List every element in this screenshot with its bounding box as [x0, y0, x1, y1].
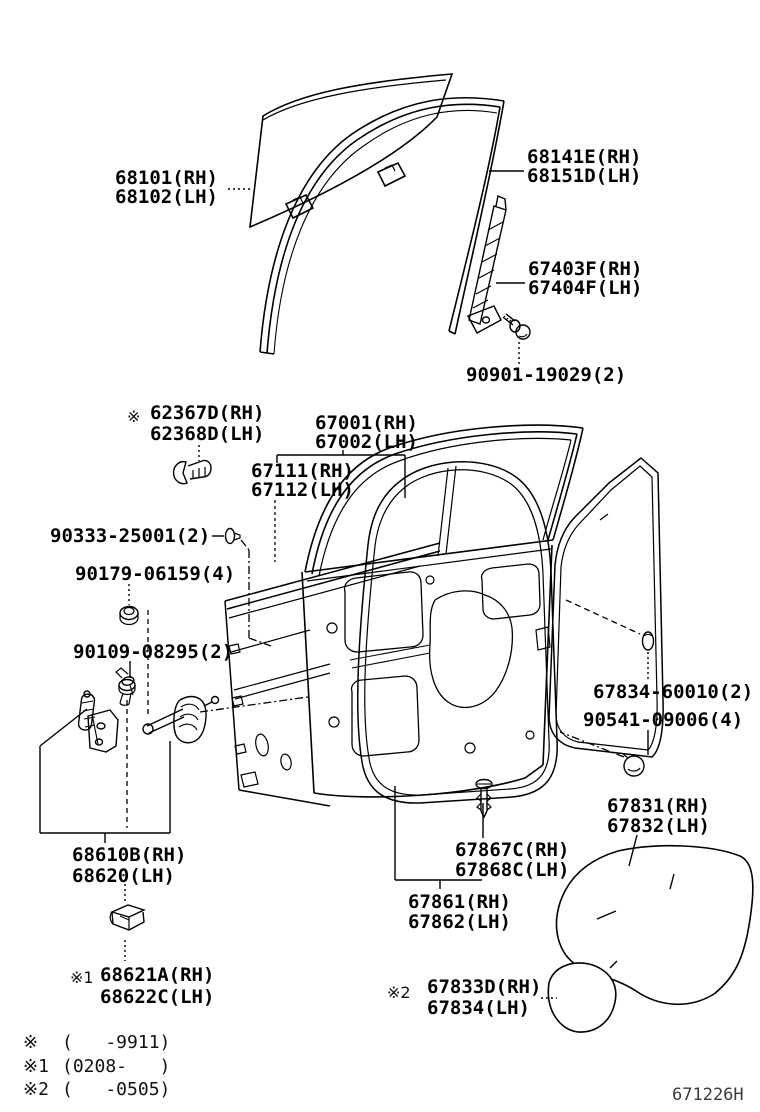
pin-90333-glyph — [226, 529, 241, 544]
label-retainer-clip-lh: 67868C(LH) — [455, 859, 570, 881]
door-glass-drawing — [250, 74, 452, 227]
label-retainer-clip-rh: 67867C(RH) — [455, 839, 570, 861]
label-weatherstrip-rh: 67861(RH) — [408, 891, 511, 913]
legend-symbol-0: ※ — [23, 1032, 39, 1053]
label-plug: 90541-09006(4) — [583, 709, 744, 731]
label-cushion-rh: 68621A(RH) — [100, 964, 215, 986]
label-outer-panel-rh: 67111(RH) — [251, 460, 354, 482]
label-lower-cover-marker: ※2 — [387, 983, 411, 1002]
label-division-channel-rh: 67403F(RH) — [528, 258, 643, 280]
screw-90901-glyph — [503, 314, 530, 339]
pin-67834-glyph — [643, 632, 654, 650]
label-service-cover-rh: 67831(RH) — [607, 795, 710, 817]
label-pin: 90333-25001(2) — [50, 525, 211, 547]
label-cushion-lh: 68622C(LH) — [100, 986, 215, 1008]
label-panel-assy-lh: 67002(LH) — [315, 431, 418, 453]
label-nut: 90179-06159(4) — [75, 563, 236, 585]
label-division-channel-lh: 67404F(LH) — [528, 277, 643, 299]
label-panel-assy-rh: 67001(RH) — [315, 412, 418, 434]
label-screw: 90901-19029(2) — [466, 364, 627, 386]
grommet-90541-glyph — [623, 754, 644, 776]
label-cushion-marker: ※1 — [70, 968, 94, 987]
label-service-cover-lh: 67832(LH) — [607, 815, 710, 837]
label-bolt: 90109-08295(2) — [73, 641, 234, 663]
label-moulding-clip-marker: ※ — [127, 407, 141, 426]
figure-code: 671226H — [672, 1085, 744, 1105]
legend-range-0: ( -9911) — [62, 1032, 171, 1053]
label-lower-cover-rh: 67833D(RH) — [427, 976, 542, 998]
legend-range-1: (0208- ) — [62, 1056, 171, 1077]
nut-90179-glyph — [120, 607, 138, 625]
legend-symbol-1: ※1 — [23, 1056, 49, 1077]
label-pad: 67834-60010(2) — [593, 681, 754, 703]
weatherstrip-drawing — [358, 462, 557, 803]
legend-symbol-2: ※2 — [23, 1079, 49, 1100]
label-glass-rh: 68101(RH) — [115, 167, 218, 189]
label-lower-cover-lh: 67834(LH) — [427, 997, 530, 1019]
label-glass-lh: 68102(LH) — [115, 186, 218, 208]
label-run-channel-lh: 68151D(LH) — [527, 165, 642, 187]
legend-range-2: ( -0505) — [62, 1079, 171, 1100]
label-outer-panel-lh: 67112(LH) — [251, 479, 354, 501]
cushion-68621-glyph — [110, 905, 144, 930]
division-channel-drawing — [468, 196, 506, 333]
label-hinge-lh: 68620(LH) — [72, 865, 175, 887]
label-hinge-rh: 68610B(RH) — [72, 844, 187, 866]
label-moulding-clip-lh: 62368D(LH) — [150, 423, 265, 445]
label-run-channel-rh: 68141E(RH) — [527, 146, 642, 168]
label-weatherstrip-lh: 67862(LH) — [408, 911, 511, 933]
label-moulding-clip-rh: 62367D(RH) — [150, 402, 265, 424]
applicability-legend — [23, 1032, 170, 1100]
clip-62367-glyph — [174, 460, 211, 483]
door-outer-panel-drawing — [225, 543, 440, 806]
